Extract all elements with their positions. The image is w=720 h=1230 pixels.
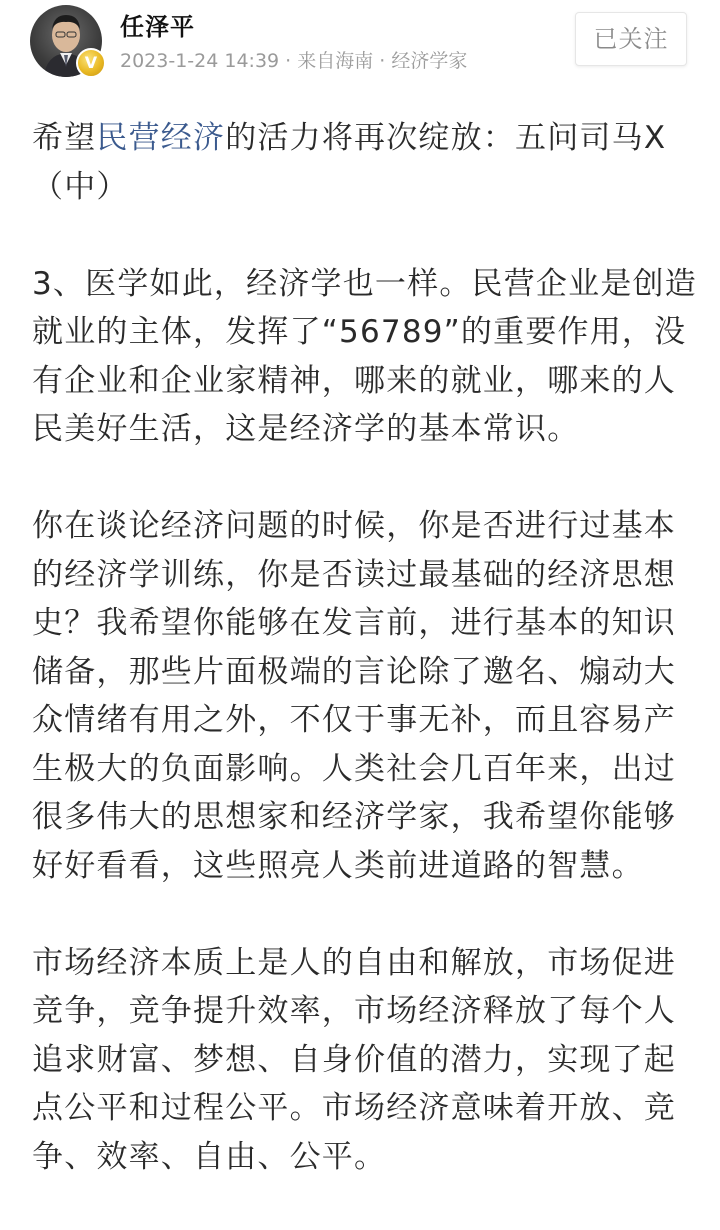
topic-link-private-economy[interactable]: 民营经济	[96, 120, 226, 156]
post-header	[0, 0, 720, 90]
post-body	[32, 114, 702, 1230]
paragraph-3: 市场经济本质上是人的自由和解放，市场促进竞争，竞争提升效率，市场经济释放了每个人追求财富、梦想、自身价值的潜力，实现了起点公平和过程公平。市场经济意味着开放、竞争、效率、自由、公平。	[32, 944, 676, 1175]
post-time: 2023-1-24 14:39	[120, 50, 280, 72]
paragraph-2: 你在谈论经济问题的时候，你是否进行过基本的经济学训练，你是否读过最基础的经济思想史？我希望你能够在发言前，进行基本的知识储备，那些片面极端的言论除了邀名、煽动大众情绪有用之外，不仅于事无补，而且容易产生极大的负面影响。人类社会几百年来，出过很多伟大的思想家和经济学家，我希望你能够好好看看，这些照亮人类前进道路的智慧。	[32, 508, 676, 884]
paragraph-1: 3、医学如此，经济学也一样。民营企业是创造就业的主体，发挥了“56789”的重要作用，没有企业和企业家精神，哪来的就业，哪来的人民美好生活，这是经济学的基本常识。	[32, 265, 697, 447]
headline-prefix: 希望	[32, 120, 97, 156]
post-headline	[32, 114, 702, 211]
post-meta	[120, 46, 467, 73]
post-location: 来自海南	[297, 50, 374, 72]
meta-separator: ·	[279, 50, 298, 72]
author-title: 经济学家	[391, 50, 468, 72]
meta-separator: ·	[373, 50, 392, 72]
headline-suffix: 的活力将再次绽放：五问司马X（中）	[32, 120, 667, 205]
following-button[interactable]: 已关注	[575, 12, 687, 66]
author-name[interactable]: 任泽平	[120, 13, 195, 41]
verified-v-badge-icon: V	[76, 48, 106, 78]
